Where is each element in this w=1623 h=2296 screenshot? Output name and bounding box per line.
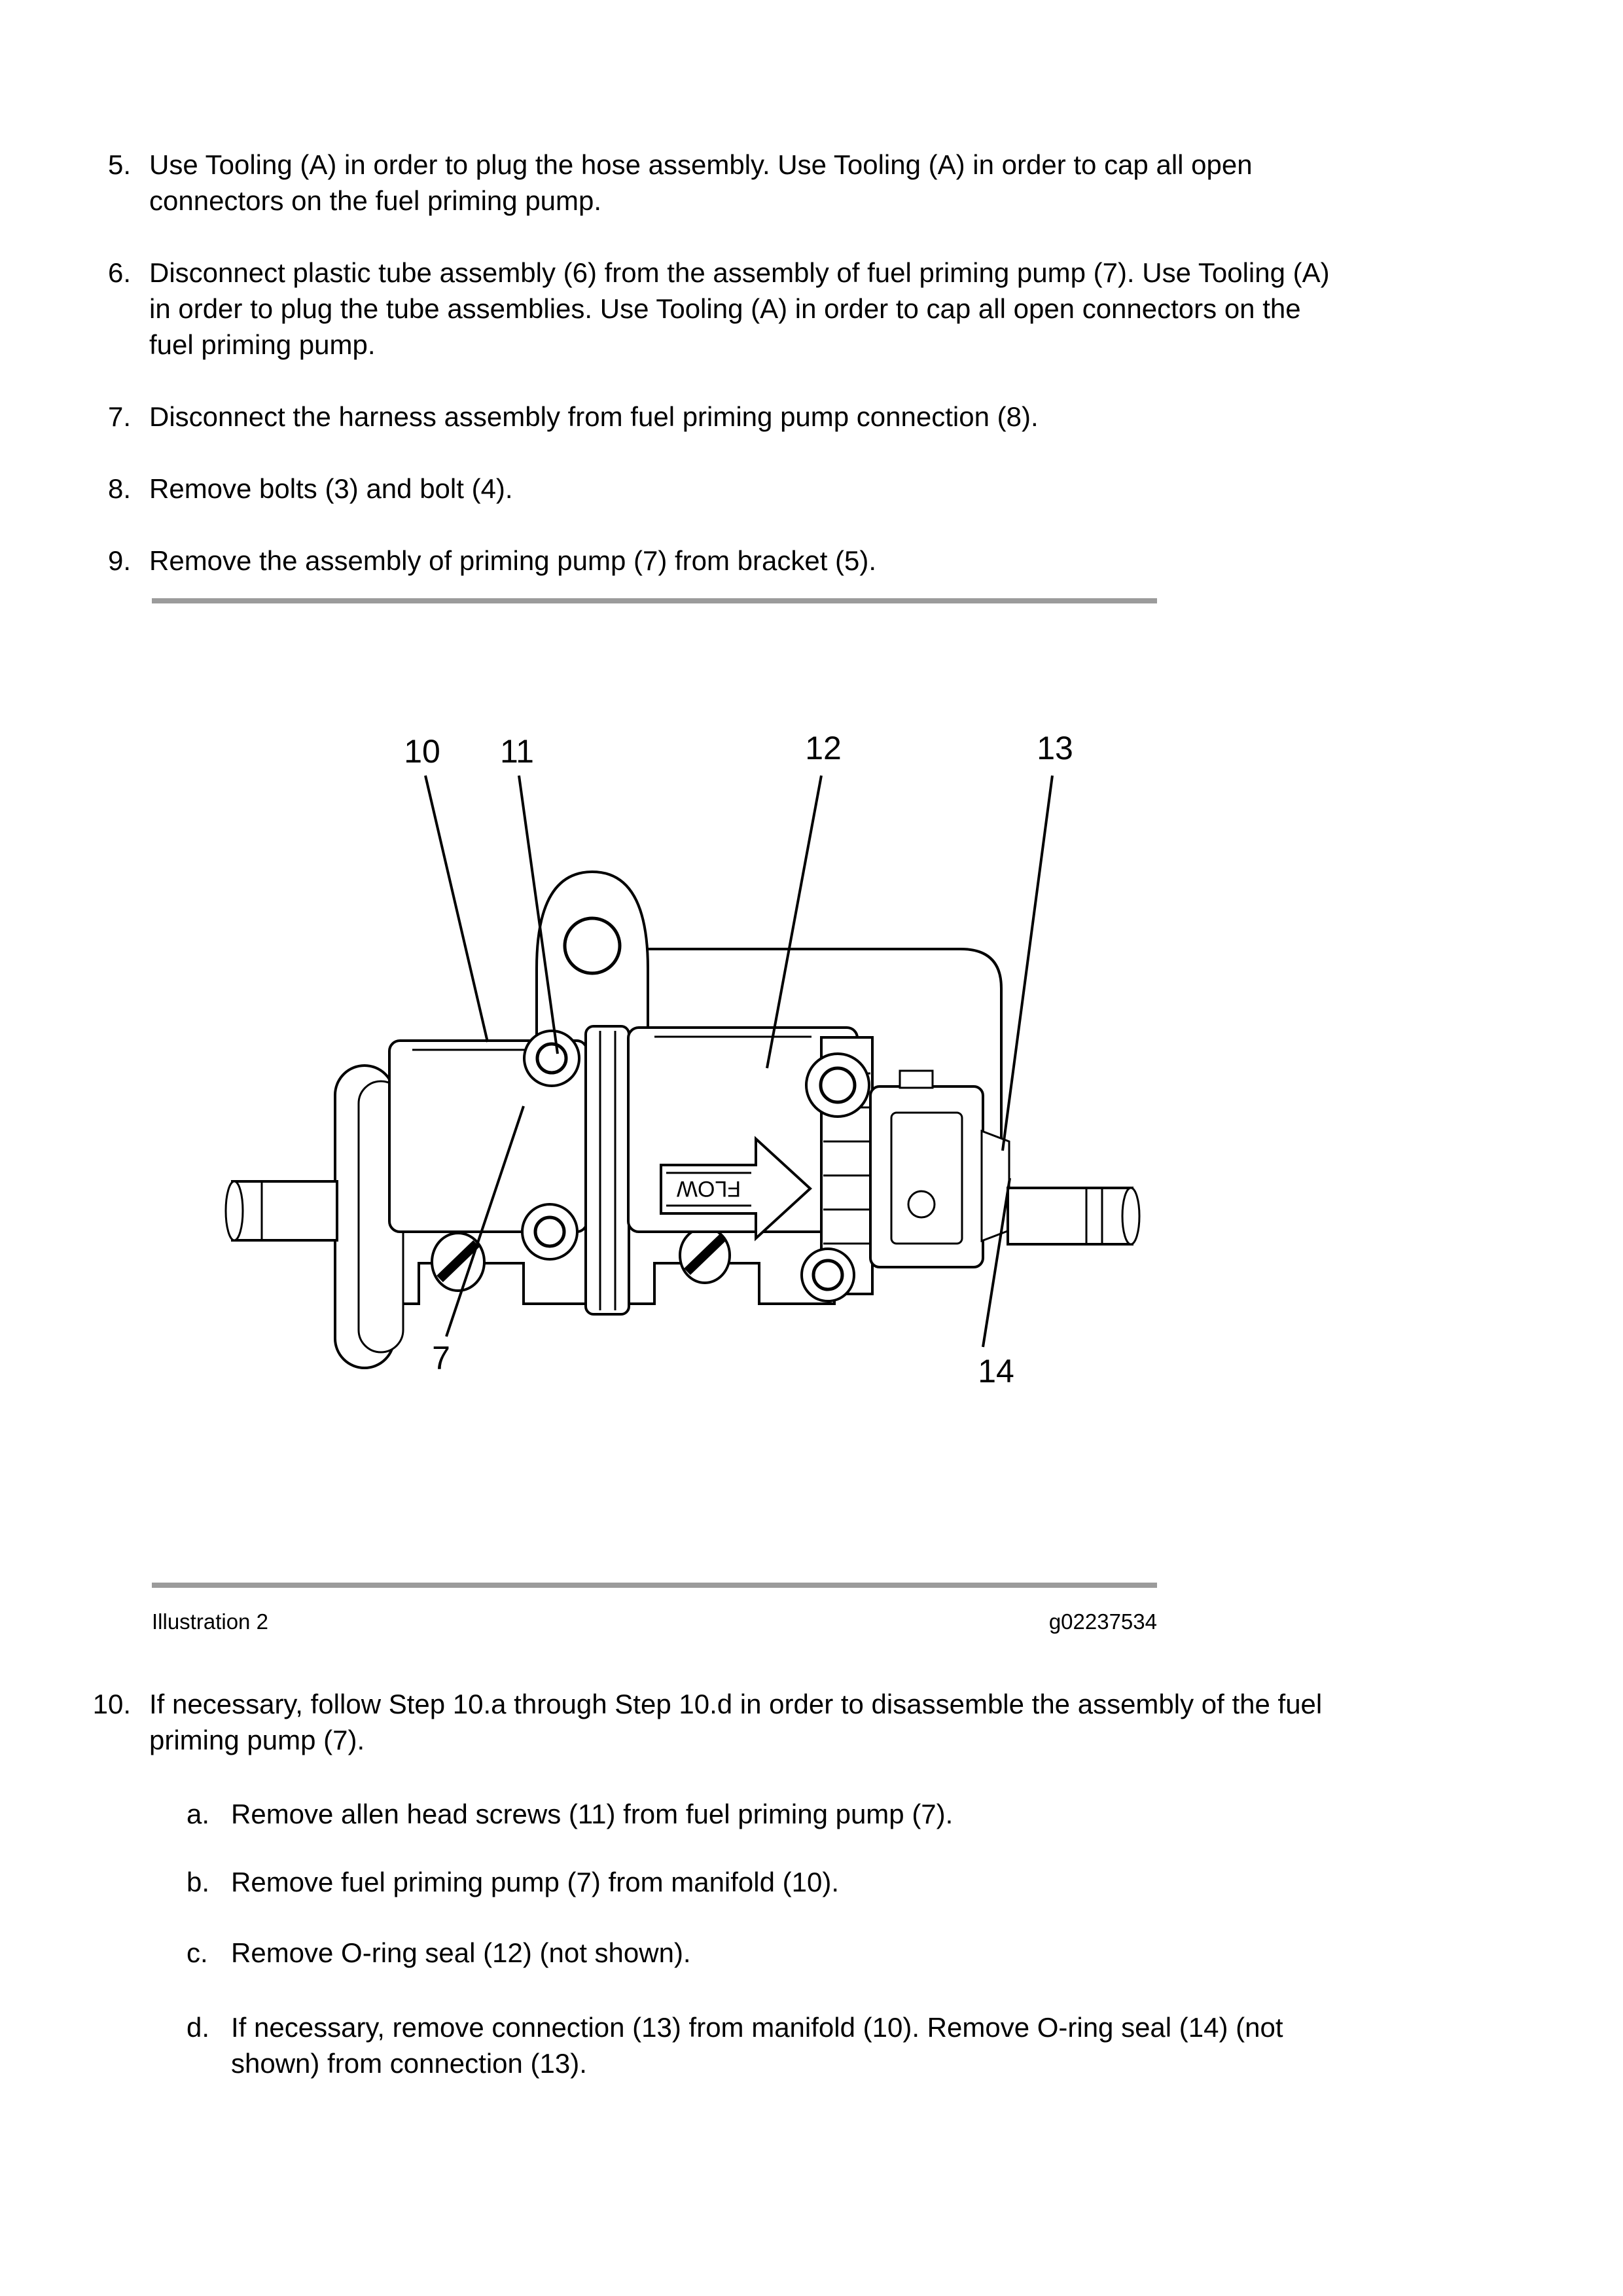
substep-letter: a.: [187, 1799, 210, 1829]
part-label-11: 11: [500, 733, 534, 770]
step-text: [149, 1686, 1322, 1758]
step-line: connectors on the fuel priming pump.: [149, 185, 602, 216]
step-10c: [0, 1935, 691, 1971]
step-line: fuel priming pump.: [149, 329, 376, 360]
step-text: [149, 471, 513, 507]
step-7: [0, 399, 1039, 435]
substep-line: Remove O-ring seal (12) (not shown).: [231, 1937, 691, 1968]
substep-letter: c.: [187, 1937, 208, 1968]
step-number: 5.: [107, 149, 131, 180]
connector-block: [870, 1071, 983, 1267]
substep-letter: b.: [187, 1867, 210, 1897]
part-label-7: 7: [432, 1340, 450, 1376]
body-collar: [586, 1026, 629, 1314]
illustration-top-rule: [152, 598, 1157, 603]
step-10a: [0, 1796, 953, 1832]
part-label-12: 12: [805, 730, 842, 766]
step-number: 6.: [107, 257, 131, 288]
right-bottom-bolt: [802, 1249, 854, 1301]
step-line: Disconnect the harness assembly from fuel priming pump connection (8).: [149, 401, 1039, 432]
part-label-10: 10: [404, 733, 440, 770]
substep-letter: d.: [187, 2012, 210, 2043]
step-line: If necessary, follow Step 10.a through Step 10.d in order to disassemble the assembly of the fuel: [149, 1689, 1323, 1719]
flow-label: FLOW: [676, 1176, 741, 1201]
substep-text: [231, 1864, 839, 1900]
step-line: Remove bolts (3) and bolt (4).: [149, 473, 513, 504]
step-10: [0, 1686, 1322, 1758]
allen-screw-bottom: [522, 1204, 577, 1259]
step-text: [149, 543, 876, 579]
fuel-priming-pump-illustration: [196, 707, 1178, 1525]
step-line: in order to plug the tube assemblies. Use Tooling (A) in order to cap all open connectors on the: [149, 293, 1301, 324]
step-5: [0, 147, 1253, 219]
right-top-bolt: [806, 1054, 869, 1117]
step-text: [149, 255, 1330, 363]
part-label-14: 14: [978, 1353, 1014, 1390]
illustration-caption: [152, 1609, 1157, 1635]
step-text: [149, 399, 1039, 435]
leader-13: [1003, 776, 1052, 1151]
substep-text: [231, 1935, 691, 1971]
right-fitting: [982, 1131, 1139, 1244]
step-line: priming pump (7).: [149, 1725, 365, 1755]
step-10d: [0, 2009, 1283, 2081]
bracket-bolt-left: [432, 1233, 484, 1291]
step-number: 8.: [107, 473, 131, 504]
substep-line: Remove fuel priming pump (7) from manifold (10).: [231, 1867, 840, 1897]
part-label-13: 13: [1037, 730, 1073, 766]
illustration-id: g02237534: [1048, 1609, 1157, 1634]
bracket-bolt-right: [680, 1228, 730, 1283]
step-6: [0, 255, 1330, 363]
step-number: 7.: [107, 401, 131, 432]
allen-screw-top: [524, 1031, 579, 1086]
substep-line: shown) from connection (13).: [231, 2048, 587, 2079]
step-line: Use Tooling (A) in order to plug the hose assembly. Use Tooling (A) in order to cap all open: [149, 149, 1253, 180]
step-number: 9.: [107, 545, 131, 576]
substep-text: [231, 2009, 1283, 2081]
left-hose-barb: [226, 1181, 337, 1240]
step-number: 10.: [92, 1689, 131, 1719]
step-10b: [0, 1864, 839, 1900]
leader-10: [425, 776, 488, 1042]
step-text: [149, 147, 1253, 219]
step-line: Disconnect plastic tube assembly (6) from the assembly of fuel priming pump (7). Use Tooling (A): [149, 257, 1330, 288]
substep-text: [231, 1796, 953, 1832]
ear-hole: [565, 918, 620, 973]
step-8: [0, 471, 513, 507]
illustration-bottom-rule: [152, 1583, 1157, 1588]
step-9: [0, 543, 876, 579]
illustration-title: Illustration 2: [152, 1609, 268, 1634]
substep-line: If necessary, remove connection (13) from manifold (10). Remove O-ring seal (14) (not: [231, 2012, 1283, 2043]
substep-line: Remove allen head screws (11) from fuel priming pump (7).: [231, 1799, 954, 1829]
step-line: Remove the assembly of priming pump (7) from bracket (5).: [149, 545, 877, 576]
